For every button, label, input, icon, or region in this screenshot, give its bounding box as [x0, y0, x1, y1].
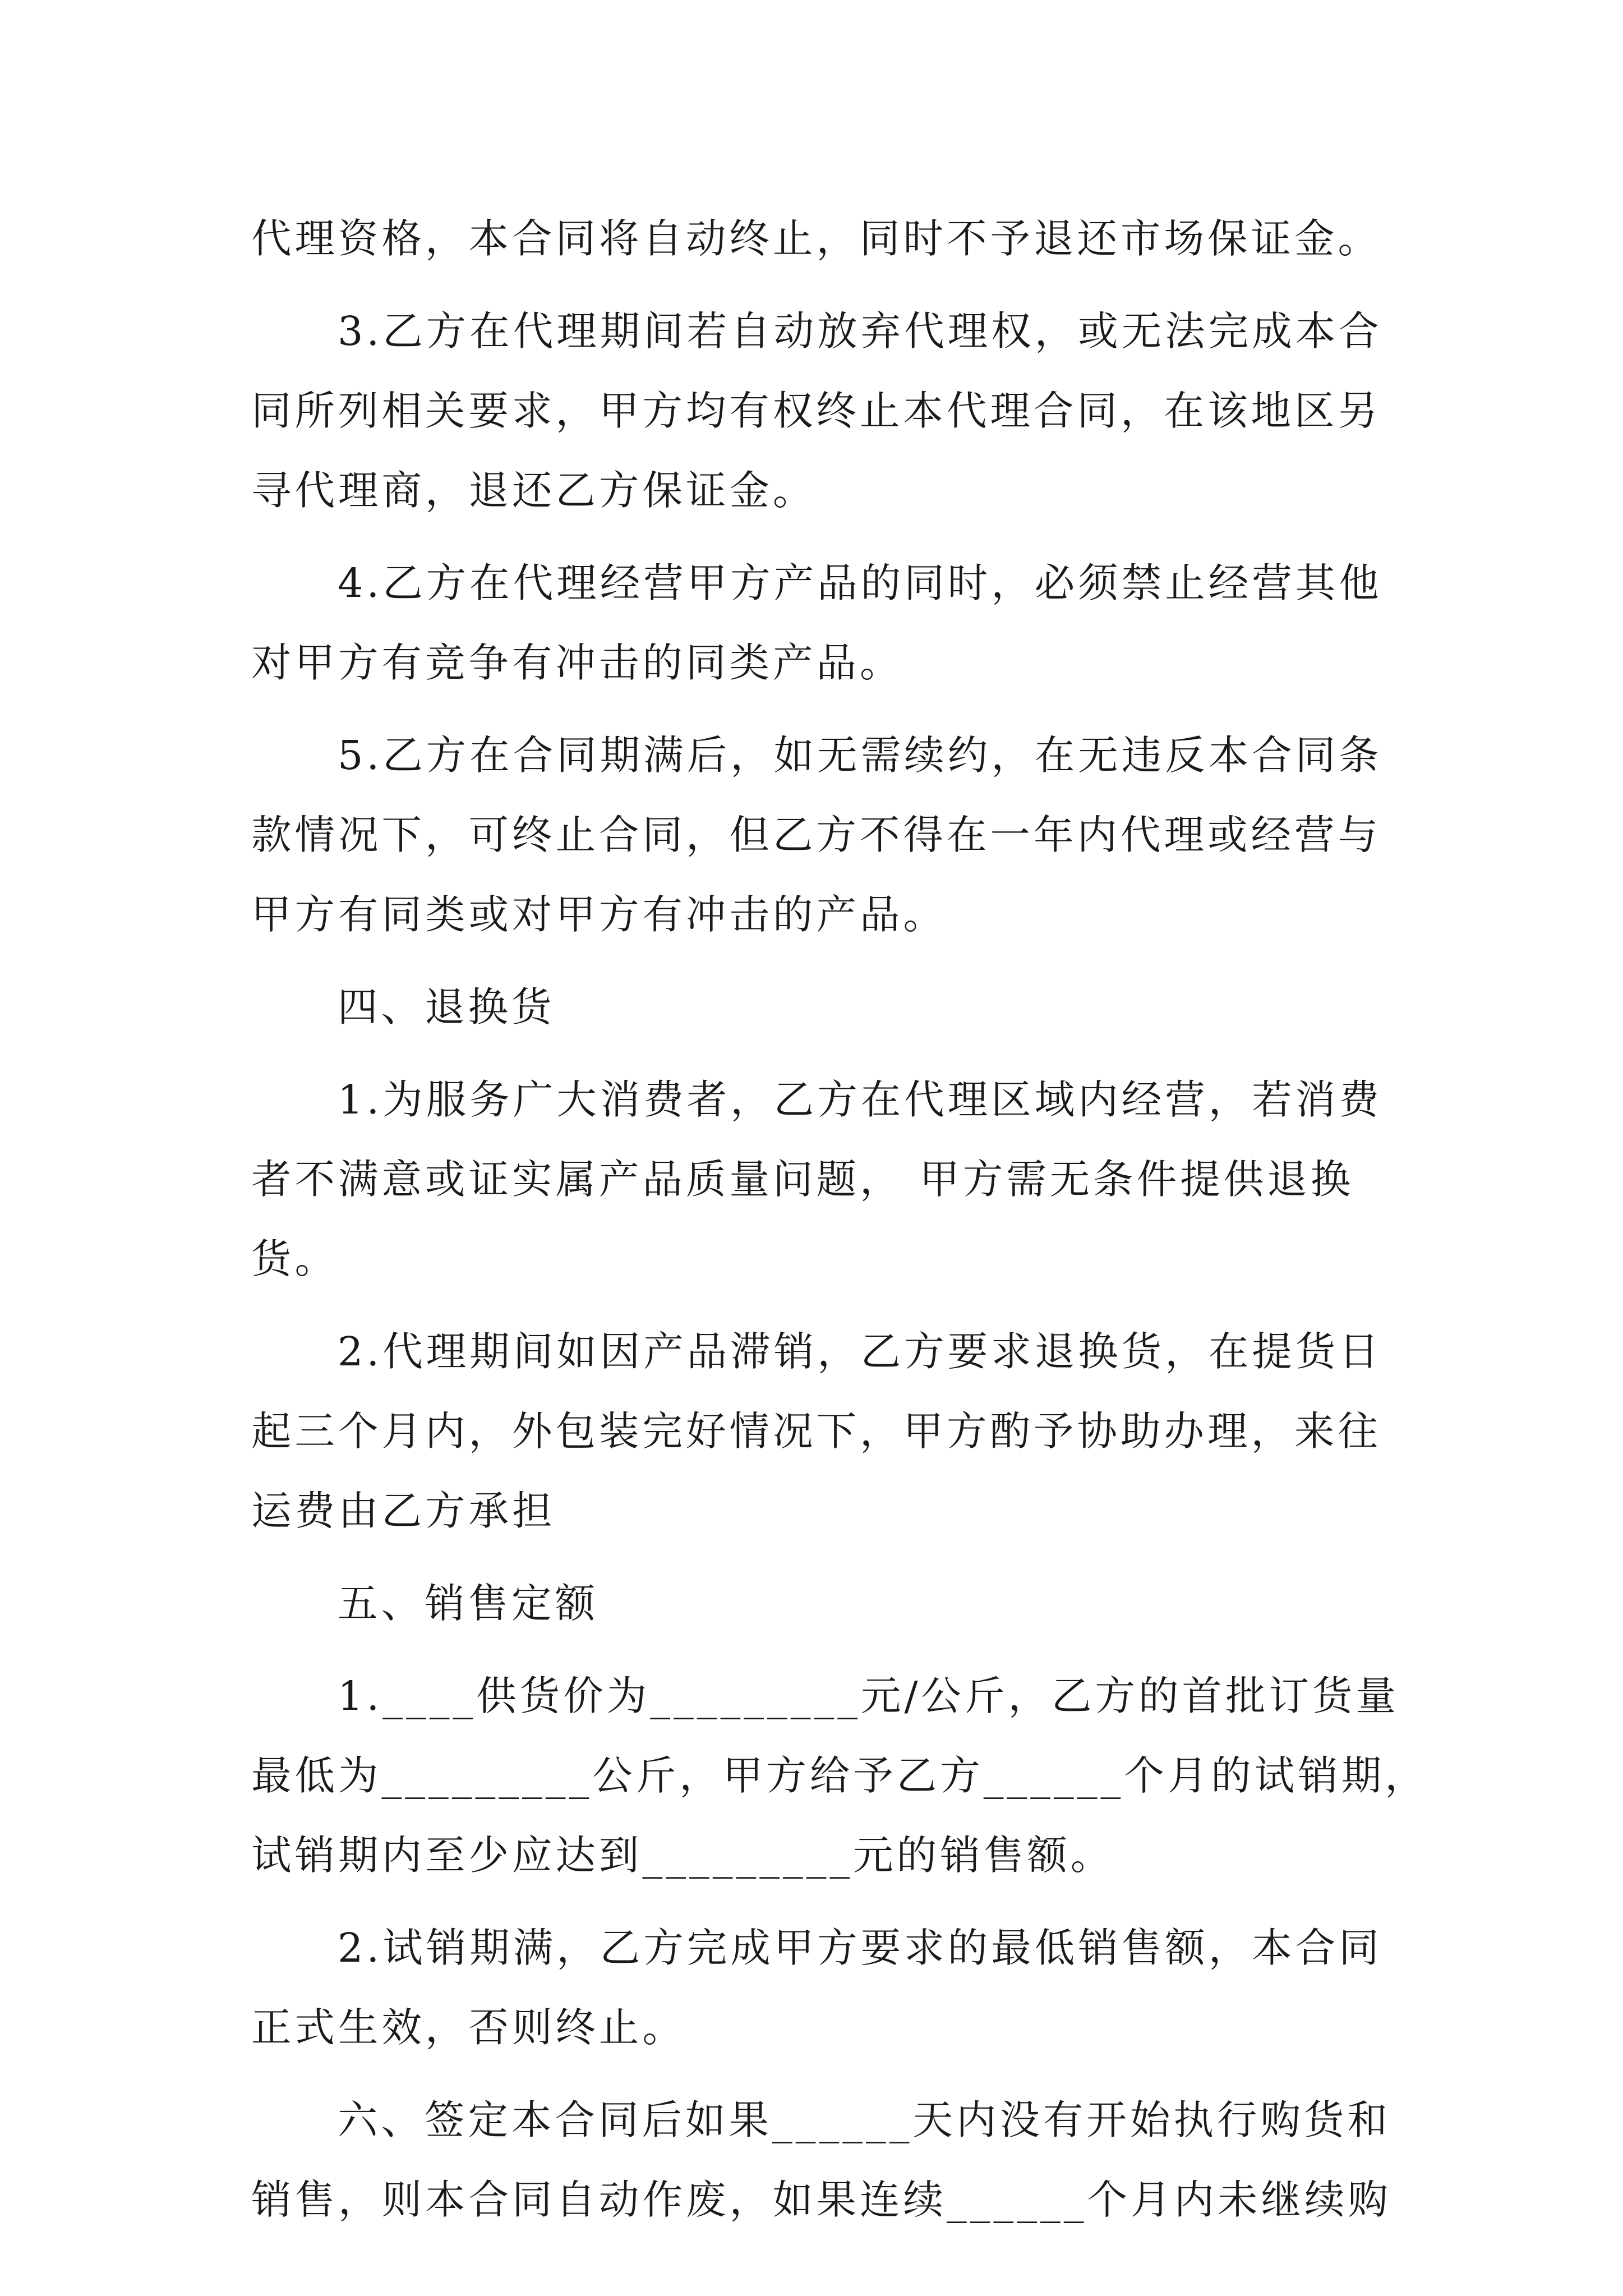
paragraph-line: 代理资格，本合同将自动终止，同时不予退还市场保证金。 — [251, 215, 1382, 262]
returns-clause-2-line-3: 运费由乙方承担 — [251, 1488, 556, 1534]
section-heading-returns: 四、退换货 — [338, 984, 555, 1030]
quota-clause-2-line-1: 2.试销期满，乙方完成甲方要求的最低销售额，本合同 — [338, 1925, 1382, 1971]
returns-clause-1-line-1: 1.为服务广大消费者，乙方在代理区域内经营，若消费 — [338, 1076, 1382, 1123]
returns-clause-1-line-3: 货。 — [251, 1236, 339, 1282]
clause-4-line-2: 对甲方有竞争有冲击的同类产品。 — [251, 639, 903, 686]
section-six-line-1: 六、签定本合同后如果______天内没有开始执行购货和 — [338, 2097, 1391, 2143]
quota-clause-2-line-2: 正式生效，否则终止。 — [251, 2004, 686, 2051]
returns-clause-2-line-2: 起三个月内，外包装完好情况下，甲方酌予协助办理，来往 — [251, 1408, 1382, 1455]
section-heading-sales-quota: 五、销售定额 — [338, 1580, 599, 1627]
returns-clause-2-line-1: 2.代理期间如因产品滞销，乙方要求退换货，在提货日 — [338, 1328, 1382, 1375]
clause-3-line-1: 3.乙方在代理期间若自动放弃代理权，或无法完成本合 — [338, 308, 1382, 355]
quota-clause-1-line-2: 最低为_________公斤，甲方给予乙方______个月的试销期， — [251, 1752, 1428, 1799]
quota-clause-1-line-1: 1.____供货价为_________元/公斤，乙方的首批订货量 — [338, 1673, 1400, 1719]
clause-5-line-1: 5.乙方在合同期满后，如无需续约，在无违反本合同条 — [338, 732, 1382, 779]
clause-5-line-3: 甲方有同类或对甲方有冲击的产品。 — [251, 891, 947, 938]
section-six-line-2: 销售，则本合同自动作废，如果连续______个月内未继续购 — [251, 2177, 1392, 2223]
clause-3-line-3: 寻代理商，退还乙方保证金。 — [251, 467, 817, 514]
clause-3-line-2: 同所列相关要求，甲方均有权终止本代理合同，在该地区另 — [251, 388, 1382, 434]
body-text — [251, 199, 1428, 2240]
clause-5-line-2: 款情况下，可终止合同，但乙方不得在一年内代理或经营与 — [251, 812, 1382, 858]
clause-4-line-1: 4.乙方在代理经营甲方产品的同时，必须禁止经营其他 — [338, 560, 1382, 606]
returns-clause-1-line-2: 者不满意或证实属产品质量问题， 甲方需无条件提供退换 — [251, 1156, 1354, 1203]
quota-clause-1-line-3: 试销期内至少应达到_________元的销售额。 — [251, 1832, 1114, 1879]
